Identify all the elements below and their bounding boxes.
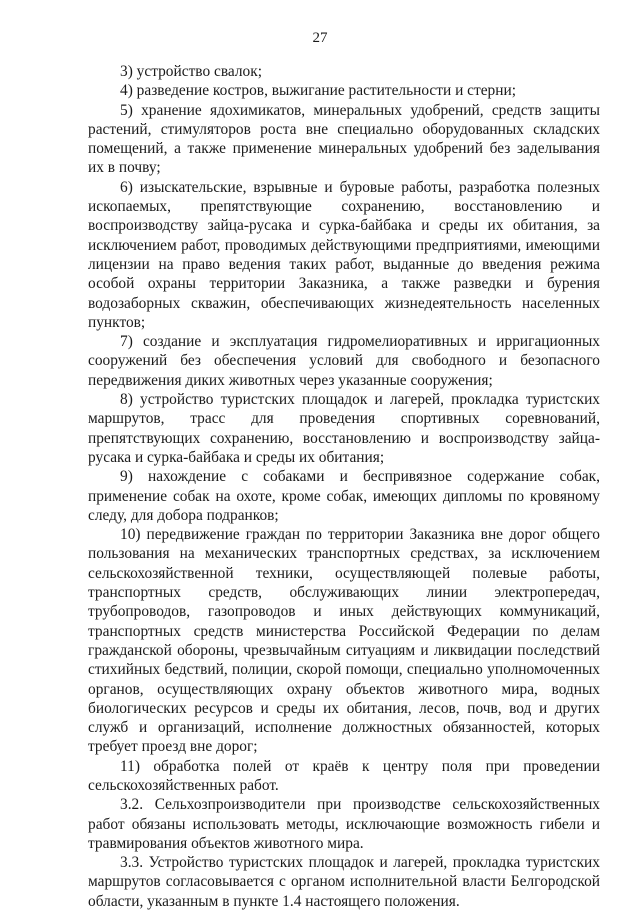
paragraph-item-4: 4) разведение костров, выжигание растительности и стерни; <box>120 82 516 100</box>
paragraph-section-3-2: 3.2. Сельхозпроизводители при производстве сельскохозяйственных работ обязаны использовать методы, исключающие возможность гибели и травмирования объектов животного мира. <box>88 796 600 852</box>
document-body <box>88 62 600 911</box>
paragraph-item-6: 6) изыскательские, взрывные и буровые работы, разработка полезных ископаемых, препятствующие сохранению, восстановлению и воспроизводству зайца-русака и сурка-байбака и среды их обитания, за исключением работ, проводимых действующими предприятиями, имеющими лицензии на право ведения таких работ, выданные до введения режима особой охраны территории Заказника, а также разведки и бурения водозаборных скважин, обеспечивающих жизнедеятельность населенных пунктов; <box>88 178 600 331</box>
paragraph-item-3: 3) устройство свалок; <box>120 63 262 80</box>
page-number: 27 <box>312 30 328 46</box>
paragraph-item-5: 5) хранение ядохимикатов, минеральных удобрений, средств защиты растений, стимуляторов роста вне специально оборудованных складских помещений, а также применение минеральных удобрений без заделывания их в почву; <box>88 101 600 177</box>
paragraph-item-9: 9) нахождение с собаками и беспривязное содержание собак, применение собак на охоте, кроме собак, имеющих дипломы по кровяному следу, для добора подранков; <box>88 468 600 524</box>
paragraph-item-8: 8) устройство туристских площадок и лагерей, прокладка туристских маршрутов, трасс для проведения спортивных соревнований, препятствующих сохранению, восстановлению и воспроизводству зайца-русака и сурка-байбака и среды их обитания; <box>88 391 600 466</box>
paragraph-item-11: 11) обработка полей от краёв к центру поля при проведении сельскохозяйственных работ. <box>88 757 600 794</box>
paragraph-item-7: 7) создание и эксплуатация гидромелиоративных и ирригационных сооружений без обеспечения условий для свободного и безопасного передвижения диких животных через указанные сооружения; <box>88 333 600 389</box>
paragraph-item-10: 10) передвижение граждан по территории Заказника вне дорог общего пользования на механических транспортных средствах, за исключением сельскохозяйственной техники, осуществляющей полевые работы, транспортных средств, обслуживающих линии электропередач, трубопроводов, газопроводов и иных действующих коммуникаций, транспортных средств министерства Российской Федерации по делам гражданской обороны, чрезвычайным ситуациям и ликвидации последствий стихийных бедствий, полиции, скорой помощи, специально уполномоченных органов, осуществляющих охрану объектов животного мира, водных биологических ресурсов и среды их обитания, лесов, почв, вод и других служб и организаций, исполнение должностных обязанностей, которых требует проезд вне дорог; <box>88 526 600 756</box>
paragraph-section-3-3: 3.3. Устройство туристских площадок и лагерей, прокладка туристских маршрутов согласовывается с органом исполнительной власти Белгородской области, указанным в пункте 1.4 настоящего положения. <box>88 854 600 910</box>
